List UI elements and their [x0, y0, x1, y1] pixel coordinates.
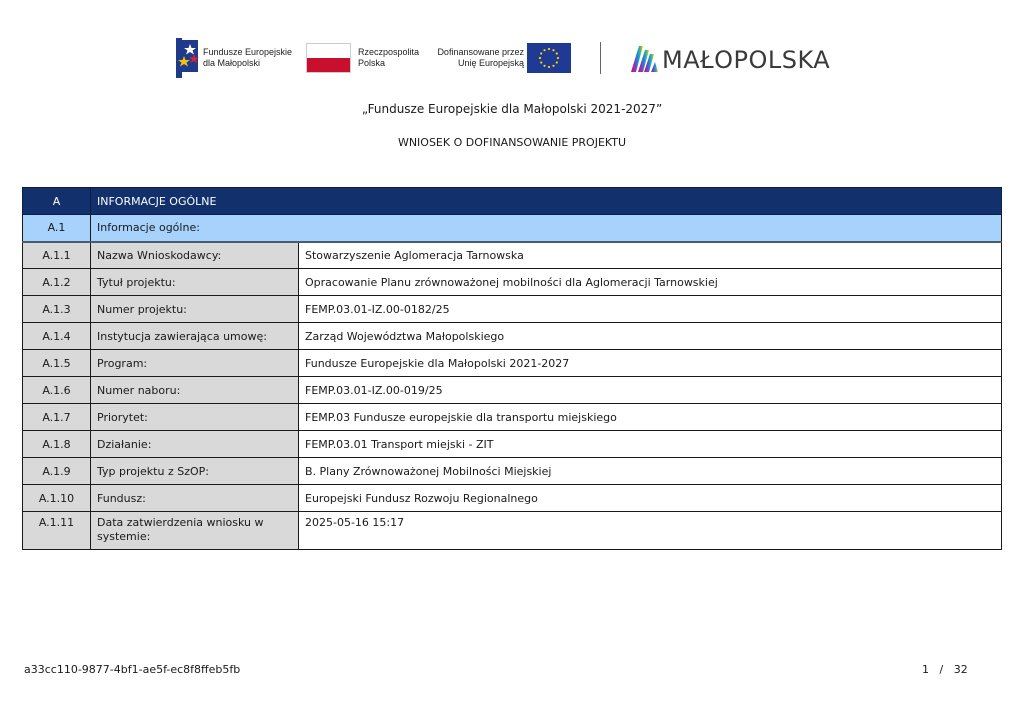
row-label: Fundusz: [91, 485, 299, 512]
row-label: Nazwa Wnioskodawcy: [91, 242, 299, 269]
row-code: A.1.2 [23, 269, 91, 296]
pl-logo-line1: Rzeczpospolita [358, 47, 420, 57]
rzeczpospolita-polska-logo [306, 43, 436, 75]
polish-flag-icon [306, 43, 351, 73]
table-row [23, 377, 1002, 404]
subsection-title: Informacje ogólne: [91, 215, 1002, 242]
section-title: INFORMACJE OGÓLNE [91, 188, 1002, 215]
row-value: Zarząd Województwa Małopolskiego [299, 323, 1002, 350]
row-value: 2025-05-16 15:17 [299, 512, 1002, 550]
row-value: FEMP.03.01-IZ.00-0182/25 [299, 296, 1002, 323]
program-title: „Fundusze Europejskie dla Małopolski 2021-2027” [361, 102, 663, 116]
row-value: Opracowanie Planu zrównoważonej mobilności dla Aglomeracji Tarnowskiej [299, 269, 1002, 296]
row-code: A.1.3 [23, 296, 91, 323]
subsection-header-row [23, 215, 1002, 242]
logo-divider [600, 42, 601, 74]
malopolska-m-icon [630, 44, 660, 74]
row-code: A.1.5 [23, 350, 91, 377]
page-indicator [922, 663, 968, 676]
table-row [23, 404, 1002, 431]
table-row [23, 485, 1002, 512]
row-label: Tytuł projektu: [91, 269, 299, 296]
fundusze-europejskie-logo [176, 38, 296, 78]
fe-logo-line2: dla Małopolski [203, 58, 261, 68]
document-title: WNIOSEK O DOFINANSOWANIE PROJEKTU [397, 136, 627, 149]
row-label: Typ projektu z SzOP: [91, 458, 299, 485]
row-value: Fundusze Europejskie dla Małopolski 2021-2027 [299, 350, 1002, 377]
pl-logo-line2: Polska [358, 58, 386, 68]
logo-bar [0, 38, 1024, 82]
page-separator: / [939, 663, 944, 676]
malopolska-logo-text: MAŁOPOLSKA [662, 46, 831, 74]
general-information-table [22, 187, 1002, 550]
row-value: Stowarzyszenie Aglomeracja Tarnowska [299, 242, 1002, 269]
row-code: A.1.7 [23, 404, 91, 431]
row-code: A.1.10 [23, 485, 91, 512]
row-label: Numer projektu: [91, 296, 299, 323]
row-code: A.1.1 [23, 242, 91, 269]
section-header-row [23, 188, 1002, 215]
table-row [23, 296, 1002, 323]
row-code: A.1.11 [23, 512, 91, 550]
row-code: A.1.6 [23, 377, 91, 404]
table-row [23, 269, 1002, 296]
row-code: A.1.9 [23, 458, 91, 485]
row-value: Europejski Fundusz Rozwoju Regionalnego [299, 485, 1002, 512]
eu-cofinanced-logo [434, 43, 574, 75]
section-code: A [23, 188, 91, 215]
row-label: Numer naboru: [91, 377, 299, 404]
page-total: 32 [953, 663, 968, 676]
document-id: a33cc110-9877-4bf1-ae5f-ec8f8ffeb5fb [24, 663, 241, 676]
row-value: FEMP.03.01 Transport miejski - ZIT [299, 431, 1002, 458]
row-label: Instytucja zawierająca umowę: [91, 323, 299, 350]
fe-star-icon [176, 38, 200, 78]
row-value: FEMP.03 Fundusze europejskie dla transportu miejskiego [299, 404, 1002, 431]
fe-logo-line1: Fundusze Europejskie [203, 47, 293, 57]
table-row [23, 458, 1002, 485]
eu-logo-line1: Dofinansowane przez [437, 47, 524, 57]
row-value: FEMP.03.01-IZ.00-019/25 [299, 377, 1002, 404]
table-row [23, 323, 1002, 350]
malopolska-logo [630, 40, 860, 76]
table-row [23, 242, 1002, 269]
eu-logo-line2: Unię Europejską [457, 58, 524, 68]
table-row [23, 512, 1002, 550]
row-code: A.1.8 [23, 431, 91, 458]
row-label: Program: [91, 350, 299, 377]
table-row [23, 350, 1002, 377]
row-value: B. Plany Zrównoważonej Mobilności Miejskiej [299, 458, 1002, 485]
row-label: Działanie: [91, 431, 299, 458]
row-label: Priorytet: [91, 404, 299, 431]
subsection-code: A.1 [23, 215, 91, 242]
table-row [23, 431, 1002, 458]
row-code: A.1.4 [23, 323, 91, 350]
eu-flag-icon [527, 43, 571, 73]
row-label: Data zatwierdzenia wniosku w systemie: [91, 512, 299, 550]
page-current: 1 [922, 663, 929, 676]
